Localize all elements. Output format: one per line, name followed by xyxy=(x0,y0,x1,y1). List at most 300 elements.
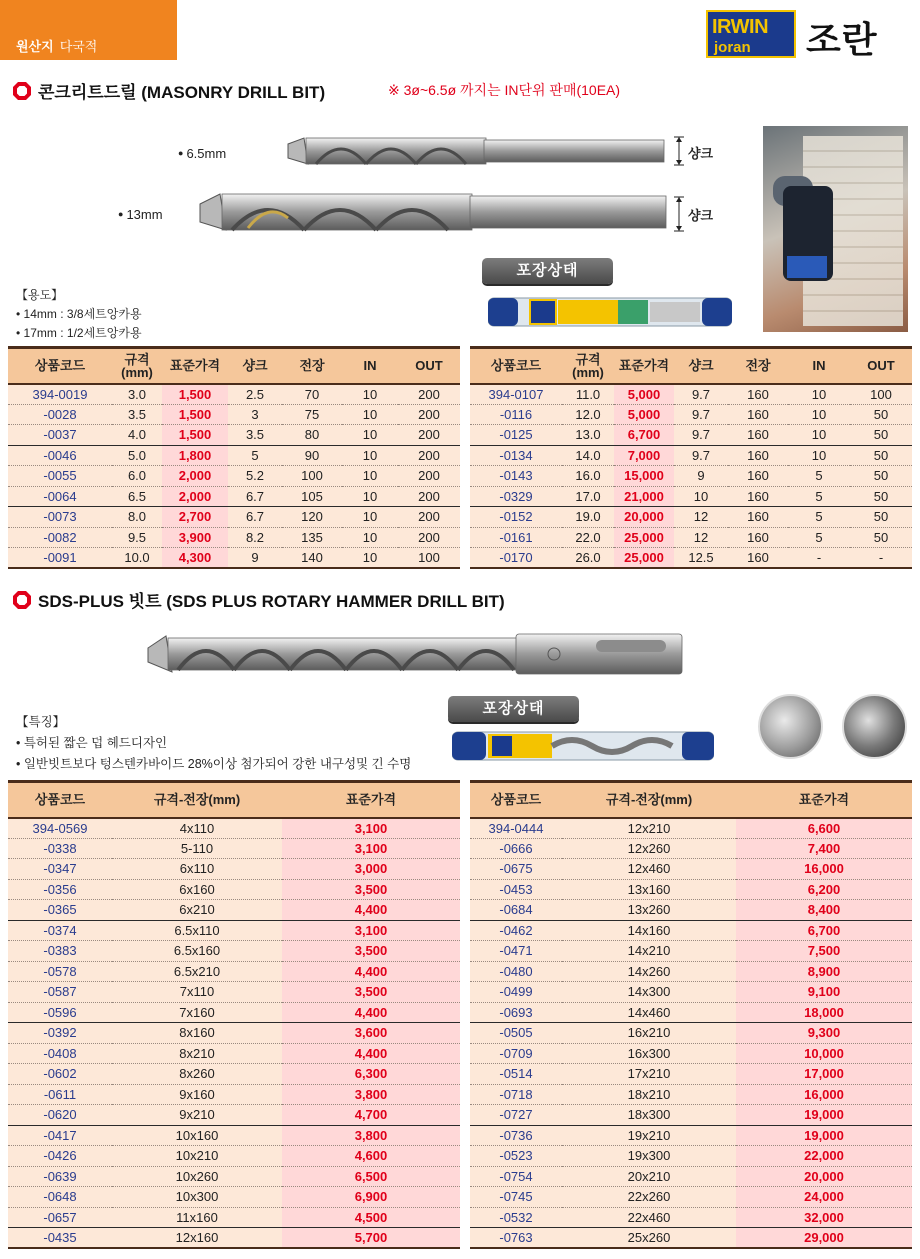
product-code-cell: -0639 xyxy=(8,1166,112,1187)
feature-item: • 일반빗트보다 텅스텐카바이드 28%이상 첨가되어 강한 내구성및 긴 수명 xyxy=(16,754,411,775)
product-code-cell: -0392 xyxy=(8,1023,112,1044)
table-row xyxy=(470,1043,912,1064)
spec-cell: 160 xyxy=(728,404,788,425)
product-code-cell: -0754 xyxy=(470,1166,562,1187)
table-row xyxy=(8,445,460,466)
origin-value: 다국적 xyxy=(59,39,98,54)
spec-cell: 10 xyxy=(788,404,850,425)
price-cell: 3,500 xyxy=(282,982,460,1003)
price-cell: 7,000 xyxy=(614,445,674,466)
bit-size-large-label: ● 13mm xyxy=(118,207,163,222)
column-header: OUT xyxy=(850,348,912,384)
spec-cell: 9x210 xyxy=(112,1105,282,1126)
product-usage-photo xyxy=(763,126,908,332)
price-cell: 3,000 xyxy=(282,859,460,880)
price-cell: 6,300 xyxy=(282,1064,460,1085)
brand-korean: 조란 xyxy=(806,19,878,60)
spec-cell: 50 xyxy=(850,527,912,548)
spec-cell: 16.0 xyxy=(562,466,614,487)
price-cell: 3,800 xyxy=(282,1084,460,1105)
spec-cell: 12x160 xyxy=(112,1228,282,1249)
spec-cell: 6.5x160 xyxy=(112,941,282,962)
price-cell: 4,400 xyxy=(282,961,460,982)
price-cell: 6,700 xyxy=(614,425,674,446)
table-row xyxy=(470,1187,912,1208)
brand-line2: joran xyxy=(714,39,751,56)
sds-bit-image xyxy=(146,628,686,680)
price-cell: 21,000 xyxy=(614,486,674,507)
table-row xyxy=(470,486,912,507)
spec-cell: 6.5x110 xyxy=(112,920,282,941)
price-cell: 1,500 xyxy=(162,425,228,446)
table-row xyxy=(470,445,912,466)
price-cell: 2,700 xyxy=(162,507,228,528)
table-row xyxy=(8,920,460,941)
spec-cell: 13x260 xyxy=(562,900,736,921)
sds-title-text: SDS-PLUS 빗트 (SDS PLUS ROTARY HAMMER DRILL BIT) xyxy=(38,592,505,611)
spec-cell: 22x460 xyxy=(562,1207,736,1228)
column-header: 표준가격 xyxy=(162,348,228,384)
price-cell: 32,000 xyxy=(736,1207,912,1228)
column-header: 상품코드 xyxy=(470,782,562,818)
table-row xyxy=(8,486,460,507)
spec-cell: 8x260 xyxy=(112,1064,282,1085)
product-code-cell: 394-0107 xyxy=(470,384,562,405)
spec-cell: 10 xyxy=(342,445,398,466)
spec-cell: 22.0 xyxy=(562,527,614,548)
table-row xyxy=(8,1064,460,1085)
price-cell: 8,900 xyxy=(736,961,912,982)
masonry-title-text: 콘크리트드릴 (MASONRY DRILL BIT) xyxy=(38,83,326,102)
price-cell: 25,000 xyxy=(614,548,674,569)
product-code-cell: -0648 xyxy=(8,1187,112,1208)
spec-cell: 5 xyxy=(788,507,850,528)
product-code-cell: -0125 xyxy=(470,425,562,446)
spec-cell: 200 xyxy=(398,384,460,405)
table-row xyxy=(470,982,912,1003)
price-cell: 3,100 xyxy=(282,818,460,839)
product-code-cell: -0596 xyxy=(8,1002,112,1023)
spec-cell: 6.7 xyxy=(228,507,282,528)
spec-cell: 19x300 xyxy=(562,1146,736,1167)
sds-table-right xyxy=(470,780,912,1249)
spec-cell: 14x260 xyxy=(562,961,736,982)
table-row xyxy=(8,961,460,982)
spec-cell: 50 xyxy=(850,507,912,528)
spec-cell: 8x160 xyxy=(112,1023,282,1044)
spec-cell: 160 xyxy=(728,527,788,548)
spec-cell: 12x210 xyxy=(562,818,736,839)
feature-notes xyxy=(16,712,411,775)
price-cell: 25,000 xyxy=(614,527,674,548)
product-code-cell: -0435 xyxy=(8,1228,112,1249)
product-code-cell: -0356 xyxy=(8,879,112,900)
sds-package-tube-image xyxy=(452,726,714,766)
price-cell: 3,500 xyxy=(282,879,460,900)
spec-cell: 26.0 xyxy=(562,548,614,569)
shank-label-small: 샹크 xyxy=(688,146,714,161)
price-cell: 17,000 xyxy=(736,1064,912,1085)
product-code-cell: -0082 xyxy=(8,527,112,548)
price-cell: 20,000 xyxy=(614,507,674,528)
spec-cell: 90 xyxy=(282,445,342,466)
spec-cell: - xyxy=(850,548,912,569)
price-cell: 20,000 xyxy=(736,1166,912,1187)
spec-cell: 200 xyxy=(398,486,460,507)
usage-item: • 14mm : 3/8세트앙카용 xyxy=(16,305,142,324)
product-code-cell: -0675 xyxy=(470,859,562,880)
product-code-cell: -0383 xyxy=(8,941,112,962)
column-header: 표준가격 xyxy=(282,782,460,818)
table-row xyxy=(8,425,460,446)
price-cell: 3,600 xyxy=(282,1023,460,1044)
table-row xyxy=(8,1084,460,1105)
shank-dimension-marker-small xyxy=(672,136,686,166)
product-code-cell: -0499 xyxy=(470,982,562,1003)
column-header: 샹크 xyxy=(228,348,282,384)
price-cell: 15,000 xyxy=(614,466,674,487)
product-code-cell: -0736 xyxy=(470,1125,562,1146)
column-header: 규격-전장(mm) xyxy=(562,782,736,818)
spec-cell: 70 xyxy=(282,384,342,405)
spec-cell: 10 xyxy=(788,384,850,405)
spec-cell: 9 xyxy=(228,548,282,569)
table-row xyxy=(8,1187,460,1208)
column-header: IN xyxy=(342,348,398,384)
price-cell: 4,400 xyxy=(282,900,460,921)
table-row xyxy=(470,961,912,982)
spec-cell: 9 xyxy=(674,466,728,487)
column-header: 규격-전장(mm) xyxy=(112,782,282,818)
spec-cell: 9.7 xyxy=(674,384,728,405)
price-cell: 16,000 xyxy=(736,859,912,880)
table-row xyxy=(8,1166,460,1187)
spec-cell: 160 xyxy=(728,445,788,466)
table-row xyxy=(470,1166,912,1187)
table-row xyxy=(470,1023,912,1044)
price-cell: 6,600 xyxy=(736,818,912,839)
spec-cell: 140 xyxy=(282,548,342,569)
product-code-cell: -0152 xyxy=(470,507,562,528)
spec-cell: 13.0 xyxy=(562,425,614,446)
product-code-cell: -0170 xyxy=(470,548,562,569)
spec-cell: 100 xyxy=(398,548,460,569)
spec-cell: 10 xyxy=(788,445,850,466)
spec-cell: 160 xyxy=(728,384,788,405)
sds-section-title xyxy=(12,587,505,612)
product-code-cell: -0532 xyxy=(470,1207,562,1228)
spec-cell: 9.7 xyxy=(674,445,728,466)
spec-cell: 8.2 xyxy=(228,527,282,548)
hexagon-bullet-icon xyxy=(12,81,32,101)
spec-cell: 19.0 xyxy=(562,507,614,528)
spec-cell: 12.5 xyxy=(674,548,728,569)
spec-cell: 6.0 xyxy=(112,466,162,487)
sds-package-badge: 포장상태 xyxy=(448,696,579,722)
masonry-bit-small-image xyxy=(286,130,670,172)
spec-cell: 10x210 xyxy=(112,1146,282,1167)
price-cell: 18,000 xyxy=(736,1002,912,1023)
product-code-cell: -0514 xyxy=(470,1064,562,1085)
table-row xyxy=(8,879,460,900)
spec-cell: 16x210 xyxy=(562,1023,736,1044)
spec-cell: 135 xyxy=(282,527,342,548)
table-row xyxy=(470,1084,912,1105)
spec-cell: 5 xyxy=(788,527,850,548)
spec-cell: 12x260 xyxy=(562,838,736,859)
product-code-cell: -0718 xyxy=(470,1084,562,1105)
usage-header: 【용도】 xyxy=(16,288,64,302)
usage-notes xyxy=(16,286,142,343)
product-code-cell: -0505 xyxy=(470,1023,562,1044)
table-row xyxy=(470,838,912,859)
product-code-cell: -0374 xyxy=(8,920,112,941)
table-row xyxy=(470,1002,912,1023)
spec-cell: 7x160 xyxy=(112,1002,282,1023)
spec-cell: 50 xyxy=(850,466,912,487)
product-code-cell: -0417 xyxy=(8,1125,112,1146)
table-row xyxy=(470,818,912,839)
table-row xyxy=(8,384,460,405)
spec-cell: 50 xyxy=(850,404,912,425)
spec-cell: 200 xyxy=(398,527,460,548)
masonry-package-tube-image xyxy=(488,292,732,332)
column-header: 표준가격 xyxy=(736,782,912,818)
price-cell: 3,100 xyxy=(282,838,460,859)
feature-item: • 특허된 짧은 덥 헤드디자인 xyxy=(16,733,411,754)
price-cell: 4,600 xyxy=(282,1146,460,1167)
price-cell: 5,000 xyxy=(614,404,674,425)
spec-cell: 6x110 xyxy=(112,859,282,880)
spec-cell: 200 xyxy=(398,507,460,528)
price-cell: 5,000 xyxy=(614,384,674,405)
product-code-cell: -0611 xyxy=(8,1084,112,1105)
product-code-cell: -0480 xyxy=(470,961,562,982)
spec-cell: 4.0 xyxy=(112,425,162,446)
sales-unit-notice: ※ 3ø~6.5ø 까지는 IN단위 판매(10EA) xyxy=(388,82,621,98)
table-row xyxy=(470,425,912,446)
spec-cell: 100 xyxy=(282,466,342,487)
product-code-cell: -0329 xyxy=(470,486,562,507)
spec-cell: 18x210 xyxy=(562,1084,736,1105)
table-row xyxy=(8,548,460,569)
masonry-table-left xyxy=(8,346,460,569)
product-code-cell: -0116 xyxy=(470,404,562,425)
table-row xyxy=(470,1207,912,1228)
product-code-cell: -0727 xyxy=(470,1105,562,1126)
spec-cell: 160 xyxy=(728,425,788,446)
table-row xyxy=(470,384,912,405)
table-row xyxy=(8,982,460,1003)
product-code-cell: 394-0569 xyxy=(8,818,112,839)
table-row xyxy=(8,507,460,528)
spec-cell: 11x160 xyxy=(112,1207,282,1228)
spec-cell: 22x260 xyxy=(562,1187,736,1208)
price-cell: 1,800 xyxy=(162,445,228,466)
price-cell: 8,400 xyxy=(736,900,912,921)
column-header: 규격 (mm) xyxy=(562,348,614,384)
spec-cell: 17.0 xyxy=(562,486,614,507)
spec-cell: 5 xyxy=(788,486,850,507)
price-cell: 10,000 xyxy=(736,1043,912,1064)
price-cell: 9,100 xyxy=(736,982,912,1003)
table-row xyxy=(8,838,460,859)
table-row xyxy=(8,1228,460,1249)
product-code-cell: -0073 xyxy=(8,507,112,528)
table-row xyxy=(470,900,912,921)
spec-cell: 75 xyxy=(282,404,342,425)
product-code-cell: -0028 xyxy=(8,404,112,425)
spec-cell: 10 xyxy=(342,425,398,446)
spec-cell: 5.2 xyxy=(228,466,282,487)
shank-dimension-marker-large xyxy=(672,196,686,232)
spec-cell: 200 xyxy=(398,404,460,425)
product-code-cell: -0709 xyxy=(470,1043,562,1064)
spec-cell: 14x160 xyxy=(562,920,736,941)
table-row xyxy=(470,920,912,941)
price-cell: 29,000 xyxy=(736,1228,912,1249)
spec-cell: 6x210 xyxy=(112,900,282,921)
table-row xyxy=(470,548,912,569)
table-row xyxy=(470,879,912,900)
spec-cell: 13x160 xyxy=(562,879,736,900)
price-cell: 6,900 xyxy=(282,1187,460,1208)
table-row xyxy=(470,1125,912,1146)
product-code-cell: 394-0019 xyxy=(8,384,112,405)
spec-cell: 3.0 xyxy=(112,384,162,405)
price-cell: 7,400 xyxy=(736,838,912,859)
product-code-cell: -0426 xyxy=(8,1146,112,1167)
spec-cell: 2.5 xyxy=(228,384,282,405)
spec-cell: 10 xyxy=(342,404,398,425)
table-row xyxy=(8,527,460,548)
price-cell: 6,700 xyxy=(736,920,912,941)
product-code-cell: -0408 xyxy=(8,1043,112,1064)
spec-cell: 10 xyxy=(342,384,398,405)
price-cell: 7,500 xyxy=(736,941,912,962)
price-cell: 2,000 xyxy=(162,466,228,487)
table-row xyxy=(8,1002,460,1023)
spec-cell: 9.7 xyxy=(674,425,728,446)
spec-cell: 10x260 xyxy=(112,1166,282,1187)
product-code-cell: -0161 xyxy=(470,527,562,548)
bit-tip-closeup-image-2 xyxy=(842,694,907,759)
spec-cell: 10 xyxy=(788,425,850,446)
table-row xyxy=(8,941,460,962)
product-code-cell: -0064 xyxy=(8,486,112,507)
spec-cell: 160 xyxy=(728,486,788,507)
price-cell: 5,700 xyxy=(282,1228,460,1249)
masonry-bit-large-image xyxy=(198,188,670,238)
spec-cell: 12 xyxy=(674,527,728,548)
origin-label: 원산지 xyxy=(16,39,54,54)
product-code-cell: -0666 xyxy=(470,838,562,859)
spec-cell: 8x210 xyxy=(112,1043,282,1064)
spec-cell: 6x160 xyxy=(112,879,282,900)
spec-cell: 18x300 xyxy=(562,1105,736,1126)
product-code-cell: -0620 xyxy=(8,1105,112,1126)
table-row xyxy=(470,527,912,548)
column-header: OUT xyxy=(398,348,460,384)
spec-cell: 5-110 xyxy=(112,838,282,859)
product-code-cell: -0365 xyxy=(8,900,112,921)
spec-cell: 10 xyxy=(674,486,728,507)
price-cell: 6,200 xyxy=(736,879,912,900)
product-code-cell: -0338 xyxy=(8,838,112,859)
price-cell: 9,300 xyxy=(736,1023,912,1044)
hexagon-bullet-icon xyxy=(12,590,32,610)
product-code-cell: -0143 xyxy=(470,466,562,487)
spec-cell: 120 xyxy=(282,507,342,528)
masonry-table-right xyxy=(470,346,912,569)
masonry-package-badge: 포장상태 xyxy=(482,258,613,284)
table-row xyxy=(8,818,460,839)
spec-cell: 14x460 xyxy=(562,1002,736,1023)
shank-label-large: 샹크 xyxy=(688,208,714,223)
spec-cell: 3.5 xyxy=(228,425,282,446)
product-code-cell: -0587 xyxy=(8,982,112,1003)
price-cell: 3,900 xyxy=(162,527,228,548)
spec-cell: 10x160 xyxy=(112,1125,282,1146)
table-row xyxy=(8,466,460,487)
table-row xyxy=(8,1105,460,1126)
price-cell: 4,400 xyxy=(282,1043,460,1064)
table-row xyxy=(470,1064,912,1085)
spec-cell: 10 xyxy=(342,507,398,528)
table-row xyxy=(8,1146,460,1167)
spec-cell: 10 xyxy=(342,548,398,569)
spec-cell: 11.0 xyxy=(562,384,614,405)
spec-cell: 9.7 xyxy=(674,404,728,425)
product-code-cell: -0745 xyxy=(470,1187,562,1208)
product-code-cell: 394-0444 xyxy=(470,818,562,839)
spec-cell: - xyxy=(788,548,850,569)
spec-cell: 12 xyxy=(674,507,728,528)
price-cell: 6,500 xyxy=(282,1166,460,1187)
spec-cell: 6.5 xyxy=(112,486,162,507)
table-row xyxy=(8,900,460,921)
price-cell: 19,000 xyxy=(736,1105,912,1126)
table-row xyxy=(8,1023,460,1044)
spec-cell: 3.5 xyxy=(112,404,162,425)
column-header: 샹크 xyxy=(674,348,728,384)
table-row xyxy=(8,859,460,880)
product-code-cell: -0134 xyxy=(470,445,562,466)
product-code-cell: -0684 xyxy=(470,900,562,921)
spec-cell: 10 xyxy=(342,486,398,507)
table-row xyxy=(470,1105,912,1126)
table-header-row xyxy=(8,348,460,384)
table-row xyxy=(8,1207,460,1228)
spec-cell: 7x110 xyxy=(112,982,282,1003)
product-code-cell: -0693 xyxy=(470,1002,562,1023)
spec-cell: 50 xyxy=(850,425,912,446)
product-code-cell: -0347 xyxy=(8,859,112,880)
price-cell: 3,500 xyxy=(282,941,460,962)
spec-cell: 17x210 xyxy=(562,1064,736,1085)
spec-cell: 100 xyxy=(850,384,912,405)
spec-cell: 160 xyxy=(728,466,788,487)
table-header-row xyxy=(470,348,912,384)
spec-cell: 20x210 xyxy=(562,1166,736,1187)
spec-cell: 12x460 xyxy=(562,859,736,880)
spec-cell: 200 xyxy=(398,425,460,446)
price-cell: 3,800 xyxy=(282,1125,460,1146)
product-code-cell: -0046 xyxy=(8,445,112,466)
price-cell: 3,100 xyxy=(282,920,460,941)
spec-cell: 8.0 xyxy=(112,507,162,528)
table-row xyxy=(470,507,912,528)
